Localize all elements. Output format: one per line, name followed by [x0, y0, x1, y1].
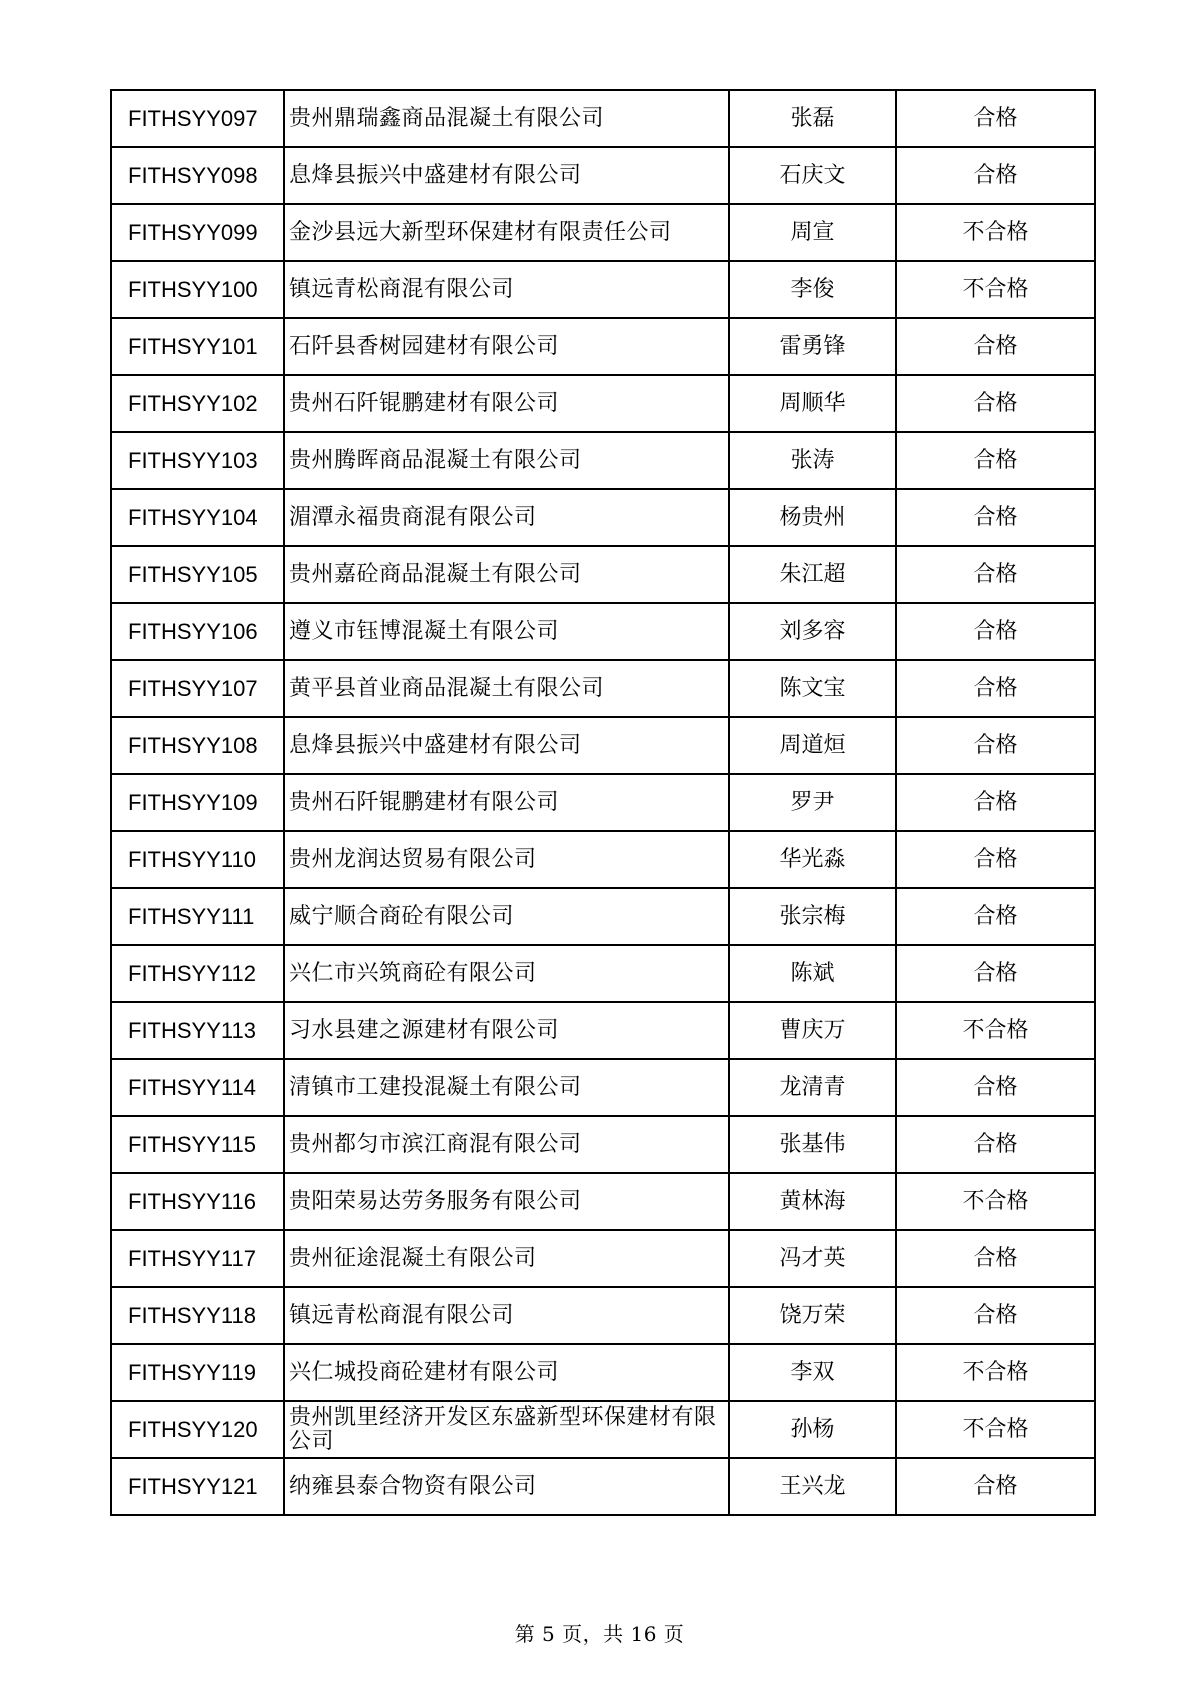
- row-result-cell: 不合格: [896, 204, 1095, 261]
- row-person-cell: 周顺华: [729, 375, 896, 432]
- table-row: [111, 489, 1095, 546]
- row-company-cell: 贵州凯里经济开发区东盛新型环保建材有限公司: [284, 1401, 729, 1458]
- table-row: [111, 432, 1095, 489]
- table-row: [111, 1458, 1095, 1515]
- row-result-cell: 合格: [896, 1458, 1095, 1515]
- table-row: [111, 945, 1095, 1002]
- row-result-cell: 合格: [896, 888, 1095, 945]
- row-company-cell: 贵州征途混凝土有限公司: [284, 1230, 729, 1287]
- row-code-cell: FITHSYY110: [111, 831, 284, 888]
- table-row: [111, 147, 1095, 204]
- table-row: [111, 774, 1095, 831]
- row-code-cell: FITHSYY100: [111, 261, 284, 318]
- row-company-cell: 贵州石阡锟鹏建材有限公司: [284, 375, 729, 432]
- table-row: [111, 660, 1095, 717]
- table-row: [111, 261, 1095, 318]
- row-person-cell: 周宣: [729, 204, 896, 261]
- row-code-cell: FITHSYY098: [111, 147, 284, 204]
- row-person-cell: 石庆文: [729, 147, 896, 204]
- row-result-cell: 合格: [896, 546, 1095, 603]
- table-row: [111, 603, 1095, 660]
- row-person-cell: 陈文宝: [729, 660, 896, 717]
- row-result-cell: 合格: [896, 1287, 1095, 1344]
- table-row: [111, 1401, 1095, 1458]
- results-table: [110, 89, 1096, 1516]
- row-person-cell: 罗尹: [729, 774, 896, 831]
- row-code-cell: FITHSYY119: [111, 1344, 284, 1401]
- row-company-cell: 兴仁城投商砼建材有限公司: [284, 1344, 729, 1401]
- row-result-cell: 合格: [896, 1059, 1095, 1116]
- row-person-cell: 孙杨: [729, 1401, 896, 1458]
- table-row: [111, 1059, 1095, 1116]
- row-result-cell: 合格: [896, 660, 1095, 717]
- row-person-cell: 张磊: [729, 90, 896, 147]
- row-person-cell: 王兴龙: [729, 1458, 896, 1515]
- row-result-cell: 合格: [896, 375, 1095, 432]
- row-result-cell: 不合格: [896, 261, 1095, 318]
- row-code-cell: FITHSYY108: [111, 717, 284, 774]
- row-person-cell: 周道烜: [729, 717, 896, 774]
- table-row: [111, 717, 1095, 774]
- table-row: [111, 90, 1095, 147]
- row-company-cell: 兴仁市兴筑商砼有限公司: [284, 945, 729, 1002]
- table-row: [111, 204, 1095, 261]
- row-company-cell: 习水县建之源建材有限公司: [284, 1002, 729, 1059]
- row-code-cell: FITHSYY112: [111, 945, 284, 1002]
- row-result-cell: 合格: [896, 945, 1095, 1002]
- row-company-cell: 镇远青松商混有限公司: [284, 261, 729, 318]
- table-row: [111, 1173, 1095, 1230]
- row-result-cell: 合格: [896, 489, 1095, 546]
- row-company-cell: 贵州嘉砼商品混凝土有限公司: [284, 546, 729, 603]
- row-code-cell: FITHSYY105: [111, 546, 284, 603]
- row-result-cell: 不合格: [896, 1173, 1095, 1230]
- row-code-cell: FITHSYY111: [111, 888, 284, 945]
- row-person-cell: 黄林海: [729, 1173, 896, 1230]
- row-company-cell: 石阡县香树园建材有限公司: [284, 318, 729, 375]
- row-person-cell: 朱江超: [729, 546, 896, 603]
- row-code-cell: FITHSYY118: [111, 1287, 284, 1344]
- row-person-cell: 饶万荣: [729, 1287, 896, 1344]
- row-company-cell: 黄平县首业商品混凝土有限公司: [284, 660, 729, 717]
- row-code-cell: FITHSYY109: [111, 774, 284, 831]
- row-code-cell: FITHSYY099: [111, 204, 284, 261]
- row-result-cell: 合格: [896, 774, 1095, 831]
- row-company-cell: 贵州鼎瑞鑫商品混凝土有限公司: [284, 90, 729, 147]
- row-code-cell: FITHSYY116: [111, 1173, 284, 1230]
- row-code-cell: FITHSYY101: [111, 318, 284, 375]
- row-company-cell: 镇远青松商混有限公司: [284, 1287, 729, 1344]
- row-company-cell: 遵义市钰博混凝土有限公司: [284, 603, 729, 660]
- row-code-cell: FITHSYY115: [111, 1116, 284, 1173]
- row-code-cell: FITHSYY103: [111, 432, 284, 489]
- table-row: [111, 1287, 1095, 1344]
- row-person-cell: 龙清青: [729, 1059, 896, 1116]
- row-result-cell: 合格: [896, 717, 1095, 774]
- row-result-cell: 合格: [896, 318, 1095, 375]
- row-code-cell: FITHSYY106: [111, 603, 284, 660]
- row-person-cell: 曹庆万: [729, 1002, 896, 1059]
- row-result-cell: 不合格: [896, 1401, 1095, 1458]
- row-code-cell: FITHSYY117: [111, 1230, 284, 1287]
- row-code-cell: FITHSYY114: [111, 1059, 284, 1116]
- row-code-cell: FITHSYY121: [111, 1458, 284, 1515]
- row-person-cell: 刘多容: [729, 603, 896, 660]
- row-result-cell: 不合格: [896, 1002, 1095, 1059]
- row-company-cell: 贵州都匀市滨江商混有限公司: [284, 1116, 729, 1173]
- table-row: [111, 546, 1095, 603]
- row-result-cell: 合格: [896, 147, 1095, 204]
- row-result-cell: 合格: [896, 432, 1095, 489]
- row-company-cell: 威宁顺合商砼有限公司: [284, 888, 729, 945]
- row-code-cell: FITHSYY113: [111, 1002, 284, 1059]
- row-person-cell: 李双: [729, 1344, 896, 1401]
- row-result-cell: 合格: [896, 603, 1095, 660]
- row-result-cell: 合格: [896, 831, 1095, 888]
- row-person-cell: 杨贵州: [729, 489, 896, 546]
- row-person-cell: 李俊: [729, 261, 896, 318]
- row-result-cell: 不合格: [896, 1344, 1095, 1401]
- row-company-cell: 息烽县振兴中盛建材有限公司: [284, 717, 729, 774]
- row-person-cell: 陈斌: [729, 945, 896, 1002]
- row-result-cell: 合格: [896, 1116, 1095, 1173]
- row-company-cell: 贵州腾晖商品混凝土有限公司: [284, 432, 729, 489]
- table-row: [111, 888, 1095, 945]
- row-company-cell: 息烽县振兴中盛建材有限公司: [284, 147, 729, 204]
- row-person-cell: 华光淼: [729, 831, 896, 888]
- row-code-cell: FITHSYY120: [111, 1401, 284, 1458]
- row-person-cell: 冯才英: [729, 1230, 896, 1287]
- table-row: [111, 1002, 1095, 1059]
- page-number-footer: 第 5 页，共 16 页: [514, 1622, 685, 1646]
- row-company-cell: 清镇市工建投混凝土有限公司: [284, 1059, 729, 1116]
- table-row: [111, 375, 1095, 432]
- table-row: [111, 831, 1095, 888]
- row-person-cell: 张宗梅: [729, 888, 896, 945]
- row-company-cell: 湄潭永福贵商混有限公司: [284, 489, 729, 546]
- row-company-cell: 贵州石阡锟鹏建材有限公司: [284, 774, 729, 831]
- row-company-cell: 贵阳荣易达劳务服务有限公司: [284, 1173, 729, 1230]
- table-row: [111, 1344, 1095, 1401]
- row-code-cell: FITHSYY097: [111, 90, 284, 147]
- row-company-cell: 纳雍县泰合物资有限公司: [284, 1458, 729, 1515]
- table-body: [111, 90, 1095, 1515]
- row-person-cell: 雷勇锋: [729, 318, 896, 375]
- row-person-cell: 张基伟: [729, 1116, 896, 1173]
- table-row: [111, 1116, 1095, 1173]
- row-person-cell: 张涛: [729, 432, 896, 489]
- row-result-cell: 合格: [896, 1230, 1095, 1287]
- row-code-cell: FITHSYY102: [111, 375, 284, 432]
- row-result-cell: 合格: [896, 90, 1095, 147]
- row-code-cell: FITHSYY104: [111, 489, 284, 546]
- table-row: [111, 1230, 1095, 1287]
- row-company-cell: 金沙县远大新型环保建材有限责任公司: [284, 204, 729, 261]
- table-row: [111, 318, 1095, 375]
- row-code-cell: FITHSYY107: [111, 660, 284, 717]
- row-company-cell: 贵州龙润达贸易有限公司: [284, 831, 729, 888]
